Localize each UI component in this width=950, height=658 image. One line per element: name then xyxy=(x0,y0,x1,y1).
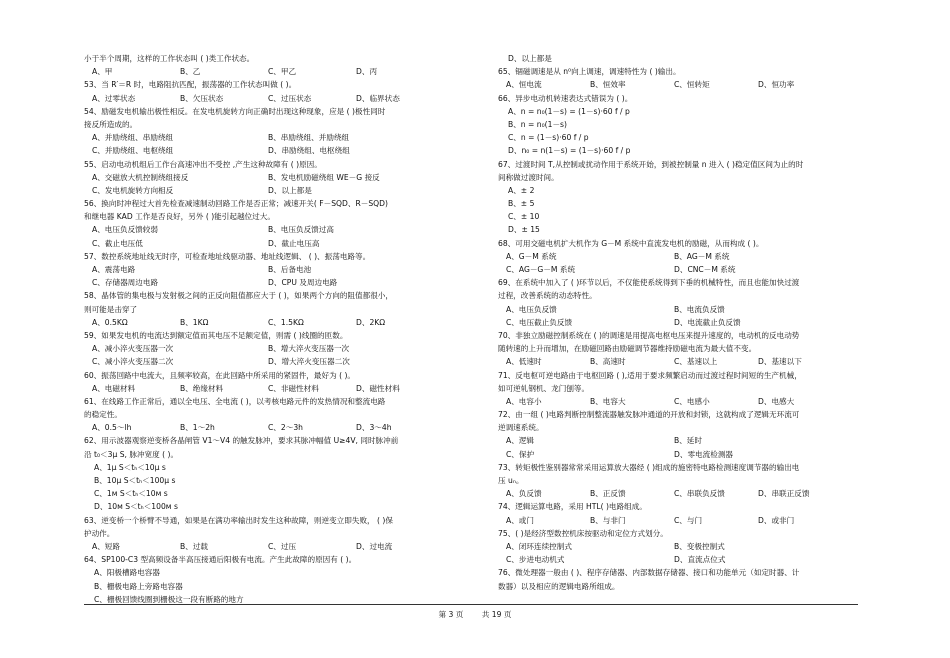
left-column xyxy=(84,52,476,606)
answer-options-row xyxy=(84,316,476,329)
question-text-line: 53、当 R′＝R 时，电路阻抗匹配，振荡器的工作状态叫做 ( )。 xyxy=(84,80,297,90)
answer-option: B、AG－M 系统 xyxy=(674,251,730,261)
answer-option: C、n = (1－s)·60 f / p xyxy=(508,133,589,143)
question-text-line: 护动作。 xyxy=(84,528,115,538)
answer-option: A、G－M 系统 xyxy=(506,251,557,261)
answer-option: C、1ᴍ S＜tₕ＜10ᴍ s xyxy=(94,489,168,499)
answer-option: D、n₀ = n(1－s) = (1－s)·60 f / p xyxy=(508,146,631,156)
answer-options-row xyxy=(498,540,858,553)
answer-options-row xyxy=(498,316,858,329)
page-total: 共 19 页 xyxy=(481,610,512,619)
answer-options-row xyxy=(84,540,476,553)
answer-option: A、减小淬火变压器一次 xyxy=(92,344,174,354)
answer-option: C、发电机旋转方向相反 xyxy=(92,185,174,195)
answer-option: B、欠压状态 xyxy=(180,93,224,103)
answer-option: A、0.5～lh xyxy=(92,423,132,433)
answer-options-row xyxy=(498,434,858,447)
answer-option: D、临界状态 xyxy=(356,93,400,103)
answer-option: B、栅极电路上旁路电容器 xyxy=(94,581,183,591)
answer-option: B、绝缘材料 xyxy=(180,383,224,393)
question-text-line: 60、振荡回路中电流大，且频率较高，在此回路中所采用的紧固件，最好为 ( )。 xyxy=(84,370,356,380)
answer-option: C、步进电动机式 xyxy=(506,555,565,565)
question-text-line: 58、晶体管的集电极与发射极之间的正反向阻值都应大于 ( )，如果两个方向的阻值都很小， xyxy=(84,291,393,301)
answer-options-row xyxy=(84,223,476,236)
answer-option: A、电压负反馈 xyxy=(506,304,557,314)
answer-option: C、截止电压低 xyxy=(92,238,143,248)
question-text-line: 76、微处理器一般由 ( )、程序存储器、内部数据存储器、接口和功能单元（如定时器、计 xyxy=(498,568,800,578)
answer-option: A、电容小 xyxy=(506,396,542,406)
question-text-line: 64、SP100-C3 型高频设备半高压接通后阳极有电流。产生此故障的原因有 ( )。 xyxy=(84,555,357,565)
answer-option: C、并励绕组、电枢绕组 xyxy=(92,146,174,156)
answer-option: A、并励绕组、串励绕组 xyxy=(92,133,174,143)
answer-options-row xyxy=(84,355,476,368)
answer-option: C、过压状态 xyxy=(268,93,312,103)
question-text-line: 69、在系统中加入了 ( )环节以后，不仅能使系统得到下垂的机械特性，而且也能加快过渡 xyxy=(498,278,800,288)
question-text-line: 57、数控系统地址线无时序，可检查地址线驱动器、地址线逻辑、 ( )、振荡电路等。 xyxy=(84,251,371,261)
answer-option: B、恒效率 xyxy=(590,80,626,90)
question-text-line: 的稳定性。 xyxy=(84,410,122,420)
answer-options-row xyxy=(498,553,858,566)
question-text-line: 73、转矩极性鉴别器常常采用运算放大器经 ( )组成的施密特电路检测速度调节器的输出电 xyxy=(498,462,800,472)
answer-options-row xyxy=(84,237,476,250)
question-text-line: 66、异步电动机转速表达式错误为 ( )。 xyxy=(498,93,633,103)
answer-option: B、串励绕组、并励绕组 xyxy=(268,133,350,143)
answer-options-row xyxy=(498,303,858,316)
answer-option: B、n = n₀(1－s) xyxy=(508,119,567,129)
answer-option: B、10μ S＜tₕ＜100μ s xyxy=(94,476,176,485)
answer-option: C、非磁性材料 xyxy=(268,383,319,393)
answer-option: B、电压负反馈过高 xyxy=(268,225,334,235)
answer-options-row xyxy=(498,78,858,91)
question-text-line: 随转速的上升而增加，在励磁回路由励磁调节器维持励磁电流为最大值不变。 xyxy=(498,344,757,354)
answer-option: D、丙 xyxy=(356,67,378,77)
question-text-line: 沿 t₀＜3μ S, 脉冲宽度 ( )。 xyxy=(84,449,179,459)
answer-option: D、磁性材料 xyxy=(356,383,400,393)
question-text-line: 74、逻辑运算电路，采用 HTL( )电路组成。 xyxy=(498,502,647,512)
answer-option: C、电感小 xyxy=(674,396,710,406)
answer-option: C、恒转矩 xyxy=(674,80,710,90)
answer-option: A、阳极槽路电容器 xyxy=(94,568,160,578)
answer-options-row xyxy=(498,514,858,527)
right-column xyxy=(498,52,858,593)
question-text-line: 接反所造成的。 xyxy=(84,119,138,129)
answer-options-row xyxy=(84,421,476,434)
answer-option: A、短路 xyxy=(92,541,120,551)
question-text-line: 和继电器 KAD 工作是否良好，另外 ( )能引起越位过大。 xyxy=(84,212,275,222)
answer-options-row xyxy=(84,144,476,157)
answer-option: C、减小淬火变压器二次 xyxy=(92,357,174,367)
answer-options-row xyxy=(84,92,476,105)
answer-option: D、或非门 xyxy=(758,515,795,525)
answer-option: A、甲 xyxy=(92,67,113,77)
answer-option: D、串联正反馈 xyxy=(758,489,810,499)
question-text-line: 71、反电枢可逆电路由于电枢回路 ( ),适用于要求频繁启动而过渡过程时间短的生产机械， xyxy=(498,370,802,380)
answer-options-row xyxy=(84,131,476,144)
answer-option: D、电感大 xyxy=(758,396,795,406)
answer-option: B、过载 xyxy=(180,541,208,551)
answer-option: A、或门 xyxy=(506,515,534,525)
answer-option: D、以上都是 xyxy=(268,185,312,195)
answer-option: A、逻辑 xyxy=(506,436,534,446)
answer-option: B、1KΩ xyxy=(180,317,209,327)
answer-option: B、正反馈 xyxy=(590,489,626,499)
answer-option: B、后备电池 xyxy=(268,265,312,274)
question-text-line: 63、逆变桥一个桥臂不导通，如果是在满功率输出时发生这种故障，则逆变立即失败， ( )保 xyxy=(84,515,393,525)
answer-option: A、电压负反馈较弱 xyxy=(92,225,158,235)
answer-option: A、低速时 xyxy=(506,357,542,367)
question-text-line: 过程，改善系统的动态特性。 xyxy=(498,291,597,301)
question-text-line: 则可能是击穿了 xyxy=(84,304,138,314)
answer-option: C、1.5KΩ xyxy=(268,317,304,327)
answer-option: B、电流负反馈 xyxy=(674,304,725,314)
answer-option: C、栅极回馈线圈到栅极这一段有断路的地方 xyxy=(94,594,244,604)
answer-option: D、10ᴍ S＜tₕ＜100ᴍ s xyxy=(94,502,178,512)
answer-option: B、与非门 xyxy=(590,515,626,525)
answer-option: B、± 5 xyxy=(508,199,535,209)
answer-option: D、CPU 及周边电路 xyxy=(268,278,338,288)
answer-option: A、交磁放大机控制绕组接反 xyxy=(92,172,189,182)
question-text-line: 70、非独立励磁控制系统在 ( )的调速是用提高电枢电压来提升速度的，电动机的反电动势 xyxy=(498,330,800,340)
answer-option: A、± 2 xyxy=(508,185,535,195)
question-text-line: 55、启动电动机组后工作台高速冲出不受控 ,产生这种故障有 ( )原因。 xyxy=(84,159,322,169)
answer-option: B、变极控制式 xyxy=(674,541,725,551)
answer-option: D、2KΩ xyxy=(356,317,386,327)
question-text-line: 54、励磁发电机输出极性相反。在发电机旋转方向正确时出现这种现象，应是 ( )极性同时 xyxy=(84,106,386,116)
answer-option: D、3～4h xyxy=(356,423,392,433)
answer-option: C、2～3h xyxy=(268,423,303,433)
footer-divider xyxy=(84,604,858,605)
answer-option: D、串励绕组、电枢绕组 xyxy=(268,146,350,156)
answer-options-row xyxy=(84,342,476,355)
answer-option: A、1μ S＜tₕ＜10μ s xyxy=(94,462,166,472)
question-text-line: 65、锢磁调速是从 n⁰向上调速，调速特性为 ( )输出。 xyxy=(498,67,681,77)
answer-option: D、过电流 xyxy=(356,541,393,551)
answer-option: C、过压 xyxy=(268,541,297,551)
question-text-line: 数器）以及相应的逻辑电路所组成。 xyxy=(498,581,620,591)
answer-options-row xyxy=(84,382,476,395)
answer-option: C、保护 xyxy=(506,449,535,459)
answer-option: B、电容大 xyxy=(590,396,626,406)
question-text-line: 压 uₙ。 xyxy=(498,476,524,485)
answer-option: D、截止电压高 xyxy=(268,238,320,248)
answer-options-row xyxy=(84,171,476,184)
answer-option: A、恒电流 xyxy=(506,80,542,90)
answer-options-row xyxy=(498,263,858,276)
answer-option: A、0.5KΩ xyxy=(92,317,128,327)
answer-option: C、± 10 xyxy=(508,212,540,222)
answer-option: B、高速时 xyxy=(590,357,626,367)
answer-options-row xyxy=(498,448,858,461)
question-text-line: 小于半个周期，这样的工作状态叫 ( )类工作状态。 xyxy=(84,54,255,63)
question-text-line: 61、在线路工作正常后，通以全电压、全电流 ( )，以考核电路元件的发热情况和整流电路 xyxy=(84,396,386,406)
answer-options-row xyxy=(498,487,858,500)
answer-options-row xyxy=(84,184,476,197)
answer-option: C、串联负反馈 xyxy=(674,489,725,499)
answer-option: A、震荡电路 xyxy=(92,265,136,274)
answer-option: C、与门 xyxy=(674,515,703,525)
answer-option: D、增大淬火变压器二次 xyxy=(268,357,350,367)
answer-option: D、电流截止负反馈 xyxy=(674,317,741,327)
page-footer xyxy=(0,609,950,620)
answer-option: C、电压截止负反馈 xyxy=(506,317,573,327)
answer-options-row xyxy=(84,65,476,78)
question-text-line: 68、可用交磁电机扩大机作为 G－M 系统中直流发电机的励磁，从而构成 ( )。 xyxy=(498,238,764,248)
answer-option: A、负反馈 xyxy=(506,489,542,499)
answer-option: C、基速以上 xyxy=(674,357,718,367)
answer-options-row xyxy=(84,263,476,276)
answer-option: A、电磁材料 xyxy=(92,383,136,393)
question-text-line: 72、由一组 ( )电路判断控制整流器触发脉冲通道的开放和封锁，这就构成了逻辑无环流可 xyxy=(498,410,800,420)
answer-option: B、延时 xyxy=(674,436,702,446)
answer-option: C、AG－G－M 系统 xyxy=(506,265,576,274)
answer-options-row xyxy=(84,276,476,289)
answer-options-row xyxy=(498,355,858,368)
answer-option: B、1～2h xyxy=(180,423,215,433)
page-number: 第 3 页 xyxy=(438,610,464,619)
answer-option: B、发电机励磁绕组 WE－G 接反 xyxy=(268,172,380,182)
question-text-line: 间称做过渡时间。 xyxy=(498,172,559,182)
answer-option: B、增大淬火变压器一次 xyxy=(268,344,350,354)
answer-option: C、存储器周边电路 xyxy=(92,278,159,288)
answer-options-row xyxy=(498,250,858,263)
answer-option: A、过零状态 xyxy=(92,93,136,103)
answer-option: D、恒功率 xyxy=(758,80,795,90)
answer-options-row xyxy=(498,395,858,408)
answer-option: A、n = n₀(1－s) = (1－s)·60 f / p xyxy=(508,106,630,116)
question-text-line: 如可逆轧钢机、龙门刨等。 xyxy=(498,383,590,393)
answer-option: D、CNC－M 系统 xyxy=(674,265,736,274)
question-text-line: 逆调速系统。 xyxy=(498,423,544,433)
answer-option: D、以上都是 xyxy=(508,54,552,63)
answer-option: D、直流点位式 xyxy=(674,555,726,565)
answer-option: B、乙 xyxy=(180,67,201,77)
question-text-line: 75、( )是经济型数控机床按驱动和定位方式划分。 xyxy=(498,528,668,538)
answer-option: D、基速以下 xyxy=(758,357,802,367)
question-text-line: 59、如果发电机的电流达到额定值而其电压不足额定值，则需 ( )线圈的匝数。 xyxy=(84,330,348,340)
answer-option: C、甲乙 xyxy=(268,67,297,77)
answer-option: D、零电流检测器 xyxy=(674,449,734,459)
answer-option: D、± 15 xyxy=(508,225,540,235)
question-text-line: 56、换向时冲程过大首先检查减速制动回路工作是否正常；减速开关( F－SQD、R－SQD) xyxy=(84,199,388,209)
answer-option: A、闭环连续控制式 xyxy=(506,541,572,551)
question-text-line: 62、用示波器观察逆变桥各晶闸管 V1～V4 的触发脉冲，要求其脉冲幅值 U≥4V, 同时脉冲前 xyxy=(84,436,399,446)
question-text-line: 67、过渡时间 T,从控制或扰动作用于系统开始，到被控制量 n 进入 ( )稳定值区间为止的时 xyxy=(498,159,804,169)
